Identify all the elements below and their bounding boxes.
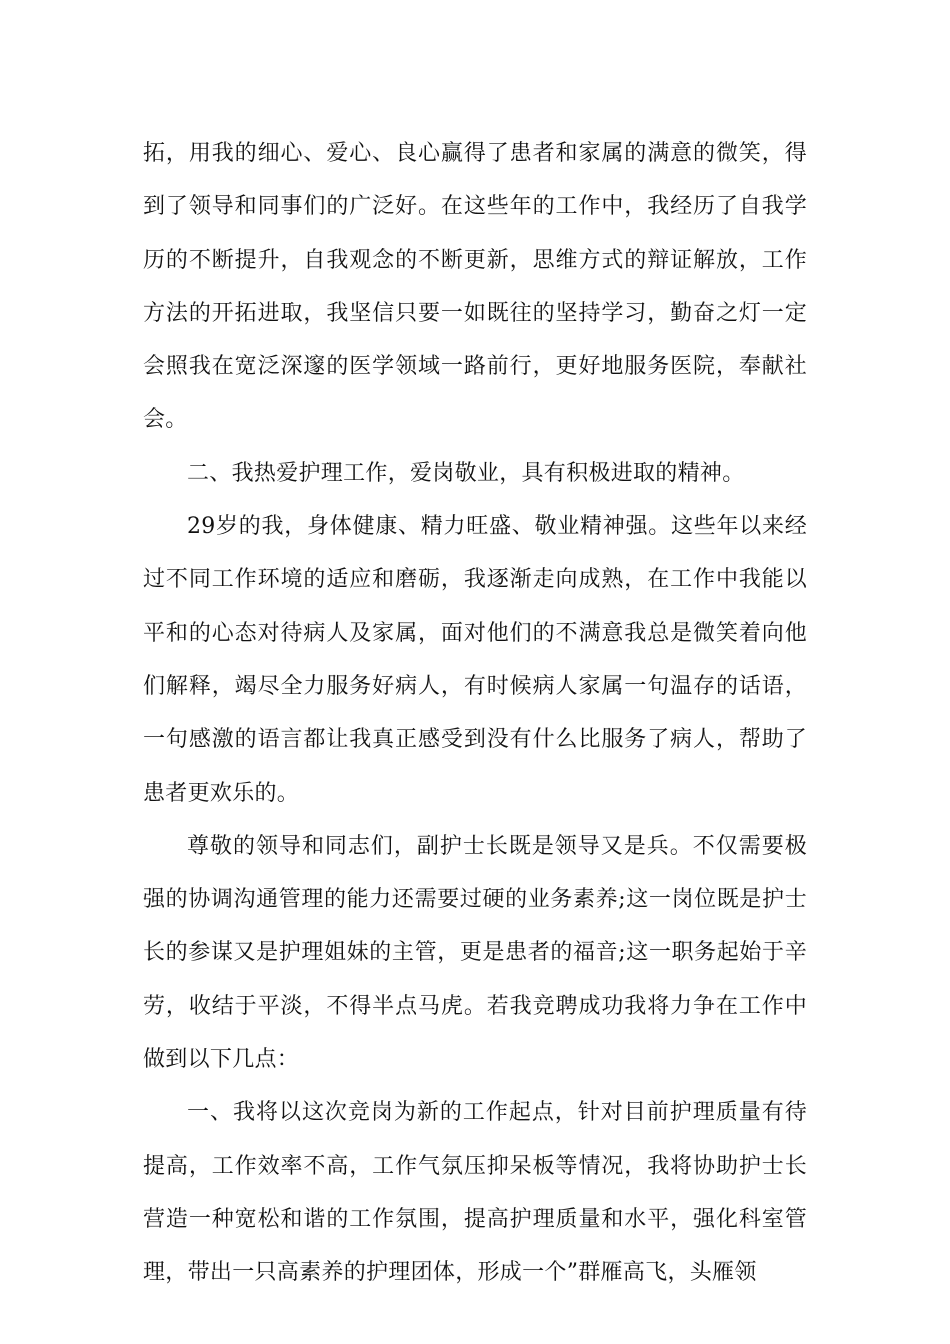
document-body: [143, 127, 807, 1300]
paragraph-continuation: 拓，用我的细心、爱心、良心赢得了患者和家属的满意的微笑，得到了领导和同事们的广泛好。在这些年的工作中，我经历了自我学历的不断提升，自我观念的不断更新，思维方式的辩证解放，工作方法的开拓进取，我坚信只要一如既往的坚持学习，勤奋之灯一定会照我在宽泛深邃的医学领域一路前行，更好地服务医院，奉献社会。: [143, 141, 807, 433]
paragraph-age-health: 29岁的我，身体健康、精力旺盛、敬业精神强。这些年以来经过不同工作环境的适应和磨砺，我逐渐走向成熟，在工作中我能以平和的心态对待病人及家属，面对他们的不满意我总是微笑着向他们解释，竭尽全力服务好病人，有时候病人家属一句温存的话语，一句感激的语言都让我真正感受到没有什么比服务了病人，帮助了患者更欢乐的。: [143, 514, 807, 806]
paragraph-section-two-heading: 二、我热爱护理工作，爱岗敬业，具有积极进取的精神。: [187, 460, 745, 486]
paragraph-leadership-role: 尊敬的领导和同志们，副护士长既是领导又是兵。不仅需要极强的协调沟通管理的能力还需要过硬的业务素养;这一岗位既是护士长的参谋又是护理姐妹的主管，更是患者的福音;这一职务起始于辛劳，收结于平淡，不得半点马虎。若我竞聘成功我将力争在工作中做到以下几点：: [143, 833, 807, 1073]
paragraph-point-one: 一、我将以这次竞岗为新的工作起点，针对目前护理质量有待提高，工作效率不高，工作气氛压抑呆板等情况，我将协助护士长营造一种宽松和谐的工作氛围，提高护理质量和水平，强化科室管理，带出一只高素养的护理团体，形成一个”群雁高飞，头雁领: [143, 1100, 807, 1286]
